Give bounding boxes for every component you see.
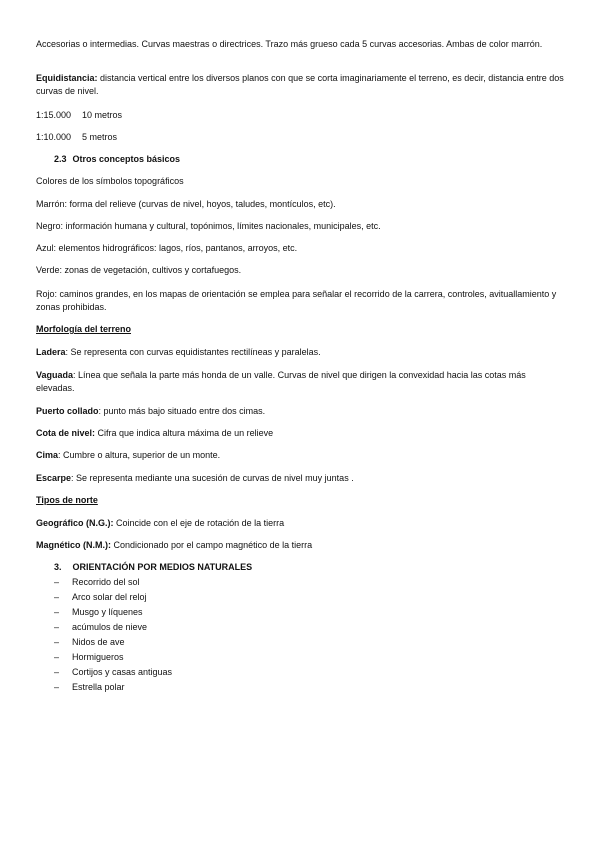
dash-bullet: – <box>54 682 60 692</box>
definition: : punto más bajo situado entre dos cimas. <box>98 406 266 416</box>
list-item-text: Estrella polar <box>72 682 125 692</box>
scale-label: 1:15.000 <box>36 110 72 120</box>
list-item <box>54 680 172 695</box>
color-item: Verde: zonas de vegetación, cultivos y cortafuegos. <box>36 265 242 275</box>
list-item-text: Musgo y líquenes <box>72 607 143 617</box>
naturales-list <box>54 575 172 695</box>
list-item-text: acúmulos de nieve <box>72 622 148 632</box>
section-heading <box>54 561 252 574</box>
term: Magnético (N.M.): <box>36 540 111 550</box>
definition: Cifra que indica altura máxima de un relieve <box>95 428 274 438</box>
equidistancia-definition <box>36 72 566 98</box>
term: Escarpe <box>36 473 72 483</box>
section-heading <box>54 153 180 166</box>
dash-bullet: – <box>54 622 60 632</box>
morfologia-item <box>36 369 566 395</box>
color-item: Azul: elementos hidrográficos: lagos, ríos, pantanos, arroyos, etc. <box>36 243 298 253</box>
term: Cota de nivel: <box>36 428 96 438</box>
list-item <box>54 665 172 680</box>
list-item-text: Nidos de ave <box>72 637 125 647</box>
dash-bullet: – <box>54 592 60 602</box>
list-item <box>54 605 172 620</box>
morfologia-item <box>36 405 566 418</box>
section-title: Otros conceptos básicos <box>72 154 181 164</box>
list-item-text: Recorrido del sol <box>72 577 140 587</box>
morfologia-item <box>36 449 566 462</box>
morfologia-item <box>36 472 566 485</box>
scale-row <box>36 109 566 122</box>
colores-title: Colores de los símbolos topográficos <box>36 176 184 186</box>
list-item <box>54 575 172 590</box>
list-item-text: Arco solar del reloj <box>72 592 147 602</box>
list-item-text: Cortijos y casas antiguas <box>72 667 173 677</box>
section-number: 2.3 <box>54 154 67 164</box>
list-item-text: Hormigueros <box>72 652 124 662</box>
scale-label: 1:10.000 <box>36 132 72 142</box>
definition: : Se representa con curvas equidistantes rectilíneas y paralelas. <box>65 347 321 357</box>
term: Geográfico (N.G.): <box>36 518 114 528</box>
definition: : Se representa mediante una sucesión de curvas de nivel muy juntas . <box>71 473 354 483</box>
term: Cima <box>36 450 59 460</box>
list-item <box>54 590 172 605</box>
list-item <box>54 635 172 650</box>
scale-value: 5 metros <box>82 132 118 142</box>
equidistancia-text: distancia vertical entre los diversos planos con que se corta imaginariamente el terreno, es decir, distancia entre dos curvas de nivel. <box>36 73 564 96</box>
norte-item <box>36 517 566 530</box>
scale-value: 10 metros <box>82 110 123 120</box>
equidistancia-term: Equidistancia: <box>36 73 98 83</box>
intro-paragraph: Accesorias o intermedias. Curvas maestras o directrices. Trazo más grueso cada 5 curvas accesorias. Ambas de color marrón. <box>36 39 543 49</box>
list-item <box>54 620 172 635</box>
dash-bullet: – <box>54 667 60 677</box>
morfologia-heading: Morfología del terreno <box>36 324 132 334</box>
definition: Condicionado por el campo magnético de la tierra <box>111 540 313 550</box>
color-item: Marrón: forma del relieve (curvas de nivel, hoyos, taludes, montículos, etc). <box>36 199 336 209</box>
scale-row <box>36 131 566 144</box>
term: Puerto collado <box>36 406 99 416</box>
definition: : Línea que señala la parte más honda de un valle. Curvas de nivel que dirigen la convexidad hacia las cotas más elevadas. <box>36 370 526 393</box>
section-title: ORIENTACIÓN POR MEDIOS NATURALES <box>72 562 253 572</box>
dash-bullet: – <box>54 607 60 617</box>
dash-bullet: – <box>54 652 60 662</box>
norte-heading: Tipos de norte <box>36 495 98 505</box>
morfologia-item <box>36 427 566 440</box>
norte-item <box>36 539 566 552</box>
dash-bullet: – <box>54 637 60 647</box>
list-item <box>54 650 172 665</box>
dash-bullet: – <box>54 577 60 587</box>
term: Ladera <box>36 347 66 357</box>
morfologia-item <box>36 346 566 359</box>
term: Vaguada <box>36 370 74 380</box>
color-item: Rojo: caminos grandes, en los mapas de orientación se emplea para señalar el recorrido de la carrera, controles, avituallamiento y zonas prohibidas. <box>36 289 557 312</box>
definition: : Cumbre o altura, superior de un monte. <box>58 450 221 460</box>
color-item: Negro: información humana y cultural, topónimos, límites nacionales, municipales, etc. <box>36 221 381 231</box>
definition: Coincide con el eje de rotación de la tierra <box>113 518 285 528</box>
section-number: 3. <box>54 562 62 572</box>
